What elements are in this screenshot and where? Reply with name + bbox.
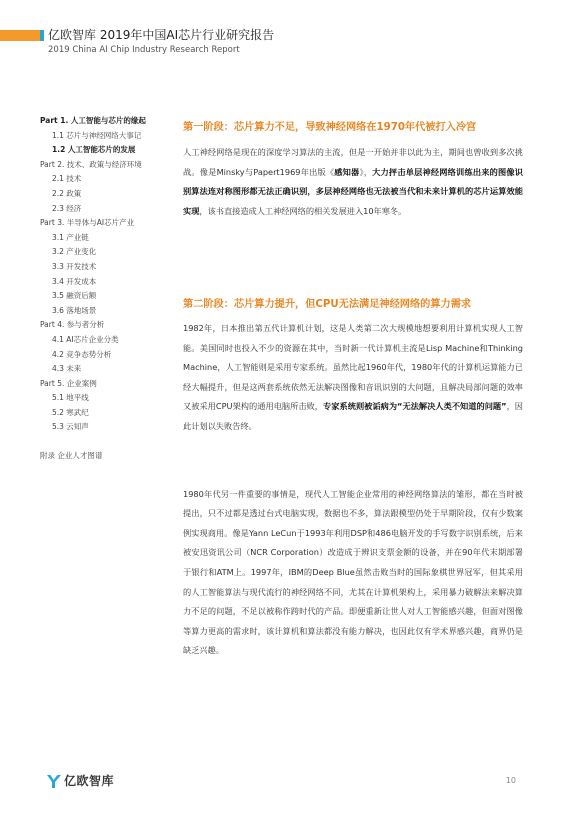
section2-paragraph [183, 319, 523, 437]
toc-item[interactable]: 3.3 开发技术 [52, 261, 97, 271]
toc-item[interactable]: Part 5. 企业案例 [40, 378, 97, 388]
section2-heading: 第二阶段：芯片算力提升，但CPU无法满足神经网络的算力需求 [183, 299, 472, 310]
toc-spacer [40, 435, 180, 449]
report-subtitle: 2019 China AI Chip Industry Research Report [48, 45, 240, 55]
toc-item[interactable]: 1.1 芯片与神经网络大事记 [52, 130, 142, 140]
toc-item[interactable]: 3.1 产业链 [52, 232, 89, 242]
section3-paragraph: 1980年代另一件重要的事情是，现代人工智能企业常用的神经网络算法的雏形，都在当时被提出，只不过都是透过台式电脑实现，数据也不多，算法跟模型仍处于早期阶段，仅有少数案例实现商用。像是Yann LeCun于1993年利用DSP和486电脑开发的手写数字识别系统，后来被安迅资讯公司（NCR Corporation）改造成于辨识支票金额的设备，并在90年代末期部署于银行和ATM上。1997年，IBM的Deep Blue虽然击败当时的国际象棋世界冠军，但其采用的人工智能算法与现代流行的神经网络不同，尤其在计算机架构上，采用暴力破解法来解决算力不足的问题，不足以被称作跨时代的产品。即便重新让世人对人工智能感兴趣，但面对图像等算力更高的需求时，该计算机和算法都没有能力解决，也因此仅有学术界感兴趣，商界仍是缺乏兴趣。 [183, 488, 523, 656]
header-accent-stripe [40, 30, 44, 41]
toc-item[interactable]: 2.3 经济 [52, 203, 82, 213]
toc-item[interactable]: 4.1 AI芯片企业分类 [52, 334, 119, 344]
text-run: ，因此计划以失败告终。 [183, 401, 523, 431]
footer-logo [46, 772, 114, 789]
main-content [183, 118, 523, 661]
toc-item[interactable]: 1.2 人工智能芯片的发展 [52, 145, 136, 155]
text-run: 1982年，日本推出第五代计算机计划，这是人类第二次大规模地想要利用计算机实现人工智能。美国同时也投入不少的资源在其中，当时新一代计算机主流是Lisp Machine和Thinking Machine，人工智能则是采用专家系统。虽然比起1960年代，1980年代的计算机运算能力已经大幅提升，但是这两套系统依然无法解决图像和音讯识别的大问题，且解决局部问题的效率又被采用CPU架构的通用电脑所击败， [183, 323, 523, 412]
header-accent-bar [0, 30, 40, 41]
toc-item[interactable]: Part 4. 参与者分析 [40, 320, 105, 330]
emphasis-text: 大力抨击单层神经网络训练出来的图像识别算法连对称图形都无法正确识别，多层神经网络也无法被当代和未来计算机的芯片运算效能实现 [183, 166, 523, 216]
text-run: 人工神经网络是现在的深度学习算法的主流，但是一开始并非以此为主，期间也曾收到多次挑战。像是Minsky与Papert1969年出版《 [183, 147, 523, 177]
toc-item[interactable]: Part 2. 技术、政策与经济环境 [40, 159, 142, 169]
toc-item[interactable]: 2.1 技术 [52, 174, 82, 184]
toc-item[interactable]: 4.2 竞争态势分析 [52, 349, 112, 359]
book-title: 感知器 [334, 166, 360, 177]
toc-item[interactable]: 3.5 融资后额 [52, 291, 97, 301]
section1-paragraph [183, 143, 523, 263]
toc-item[interactable]: 5.2 寒武纪 [52, 407, 89, 417]
text-run: 》， [359, 166, 373, 177]
toc-item[interactable]: 3.6 落地场景 [52, 305, 97, 315]
toc-item[interactable]: Part 3. 半导体与AI芯片产业 [40, 218, 135, 228]
toc-item[interactable]: 附录 企业人才图谱 [40, 451, 103, 461]
toc-item[interactable]: 5.3 云知声 [52, 422, 89, 432]
toc-item[interactable]: Part 1. 人工智能与芯片的缘起 [40, 116, 146, 125]
logo-mark-icon [46, 773, 62, 789]
toc-item[interactable]: 3.4 开发成本 [52, 276, 97, 286]
toc-item[interactable]: 5.1 地平线 [52, 393, 89, 403]
page-number: 10 [505, 776, 516, 785]
section1-heading: 第一阶段：芯片算力不足，导致神经网络在1970年代被打入冷宫 [183, 122, 477, 133]
toc-item[interactable]: 3.2 产业变化 [52, 247, 97, 257]
report-title: 亿欧智库 2019年中国AI芯片行业研究报告 [48, 28, 275, 42]
logo-text: 亿欧智库 [64, 774, 115, 788]
table-of-contents [40, 114, 180, 464]
text-run: ，该书直接造成人工神经网络的相关发展进入10年寒冬。 [199, 205, 407, 216]
toc-item[interactable]: 4.3 未来 [52, 364, 82, 374]
emphasis-text: 专家系统则被诟病为“无法解决人类不知道的问题” [323, 401, 507, 412]
toc-item[interactable]: 2.2 政策 [52, 188, 82, 198]
